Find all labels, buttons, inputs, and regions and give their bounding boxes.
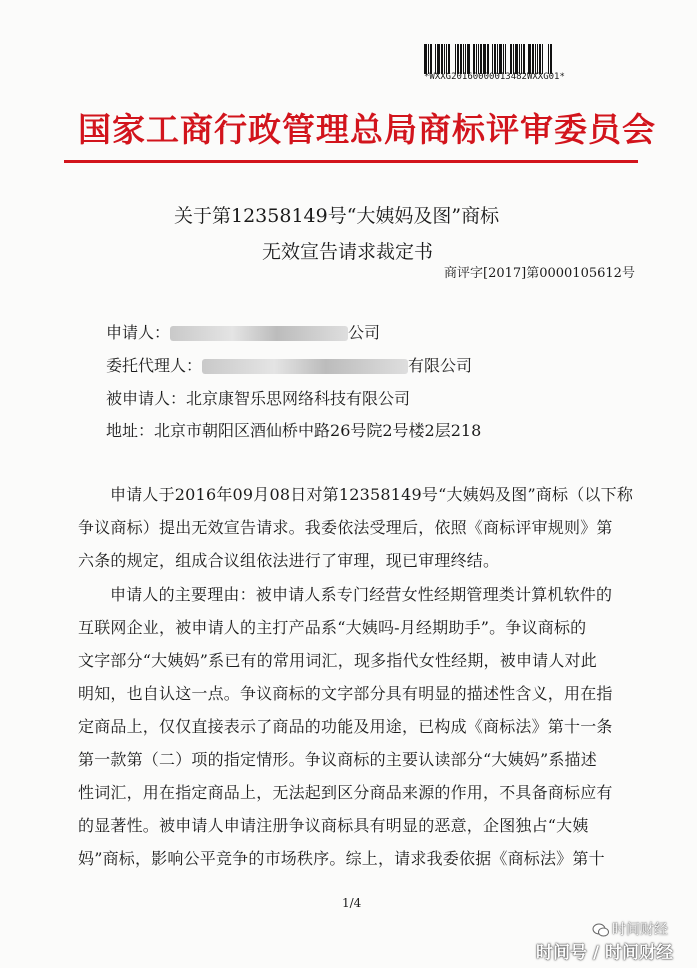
- respondent-label: 被申请人：: [106, 389, 187, 408]
- respondent-field: [106, 386, 410, 409]
- body-line: 的显著性。被申请人申请注册争议商标具有明显的恶意，企图独占“大姨: [78, 816, 589, 835]
- body-line: 第一款第（二）项的指定情形。争议商标的主要认读部分“大姨妈”系描述: [78, 750, 597, 769]
- body-line: 申请人于2016年09月08日对第12358149号“大姨妈及图”商标（以下称: [110, 485, 634, 504]
- applicant-field: [106, 320, 380, 343]
- page-number: 1/4: [342, 896, 362, 910]
- barcode: [424, 44, 610, 74]
- redacted-applicant-name: [170, 326, 348, 341]
- respondent-value: 北京康智乐思网络科技有限公司: [186, 389, 411, 408]
- body-line: 互联网企业，被申请人的主打产品系“大姨吗-月经期助手”。争议商标的: [78, 618, 587, 637]
- header-divider: [64, 160, 638, 163]
- document-title-line-2: 无效宣告请求裁定书: [262, 241, 434, 263]
- agent-value-suffix: 有限公司: [408, 356, 473, 375]
- body-line: 申请人的主要理由：被申请人系专门经营女性经期管理类计算机软件的: [110, 585, 613, 604]
- address-field: [106, 418, 481, 441]
- body-line: 文字部分“大姨妈”系已有的常用词汇，现多指代女性经期，被申请人对此: [78, 651, 597, 670]
- body-line: 定商品上，仅仅直接表示了商品的功能及用途，已构成《商标法》第十一条: [78, 717, 613, 736]
- barcode-text: *WXXG20160000013482WXXG01*: [424, 72, 565, 82]
- body-line: 争议商标）提出无效宣告请求。我委依法受理后，依照《商标评审规则》第: [78, 518, 613, 537]
- document-number: 商评字[2017]第0000105612号: [444, 266, 635, 281]
- address-value: 北京市朝阳区酒仙桥中路26号院2号楼2层218: [154, 421, 482, 440]
- watermark-source: 时间号 / 时间财经: [536, 943, 674, 963]
- document-title-line-1: 关于第12358149号“大姨妈及图”商标: [174, 205, 500, 227]
- agent-label: 委托代理人：: [106, 356, 203, 375]
- body-line: 明知，也自认这一点。争议商标的文字部分具有明显的描述性含义，用在指: [78, 684, 613, 703]
- body-line: 性词汇，用在指定商品上，无法起到区分商品来源的作用，不具备商标应有: [78, 783, 613, 802]
- applicant-label: 申请人：: [106, 323, 171, 342]
- body-line: 妈”商标，影响公平竞争的市场秩序。综上，请求我委依据《商标法》第十: [78, 849, 605, 868]
- address-label: 地址：: [106, 421, 155, 440]
- organization-title: 国家工商行政管理总局商标评审委员会: [78, 110, 656, 149]
- agent-field: [106, 353, 472, 376]
- applicant-value-suffix: 公司: [348, 323, 381, 342]
- wechat-watermark-icon: [592, 921, 610, 939]
- redacted-agent-name: [202, 359, 408, 374]
- watermark-brand: 时间财经: [612, 922, 668, 938]
- body-line: 六条的规定，组成合议组依法进行了审理，现已审理终结。: [78, 551, 500, 570]
